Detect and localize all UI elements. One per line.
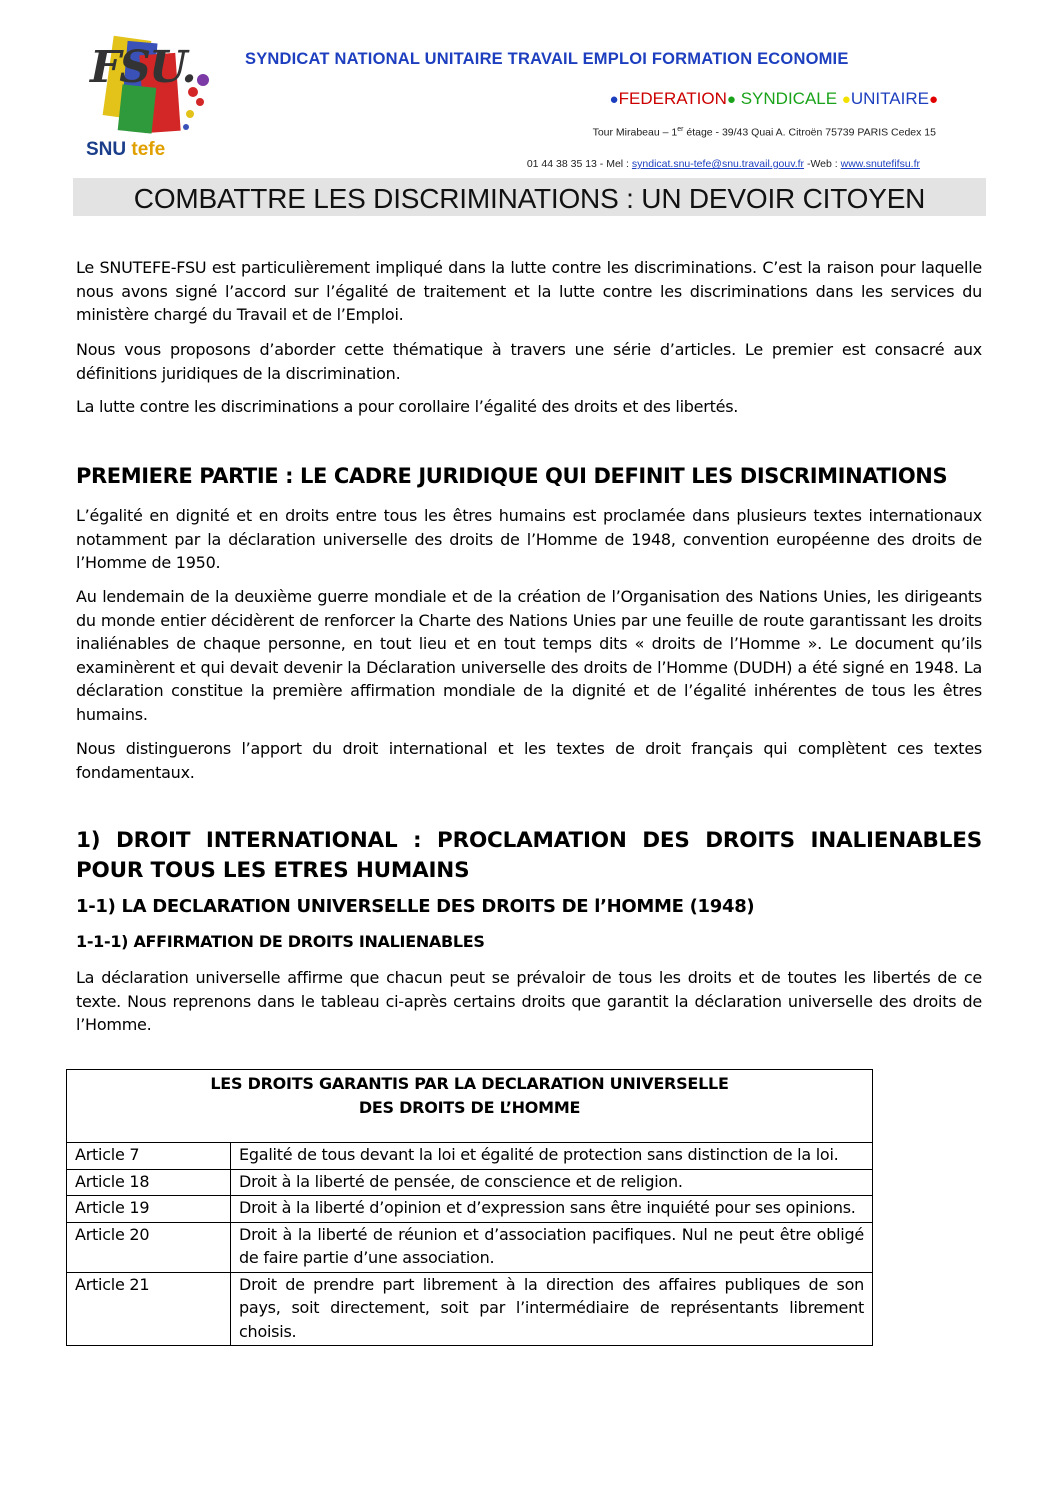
section-1-1-1-heading: 1-1-1) AFFIRMATION DE DROITS INALIENABLES xyxy=(76,932,485,951)
federation-word: FEDERATION xyxy=(618,89,727,108)
section-1-1-heading: 1-1) LA DECLARATION UNIVERSELLE DES DROITS DE l’HOMME (1948) xyxy=(76,896,755,917)
table-header-row xyxy=(67,1070,873,1143)
table-row xyxy=(67,1143,873,1170)
article-cell: Article 20 xyxy=(67,1222,231,1272)
email-link[interactable]: syndicat.snu-tefe@snu.travail.gouv.fr xyxy=(631,158,805,170)
web-label: -Web : xyxy=(804,158,841,170)
intro-paragraph: La lutte contre les discriminations a pour corollaire l’égalité des droits et des libertés. xyxy=(76,397,739,416)
right-cell: Droit à la liberté de pensée, de conscience et de religion. xyxy=(231,1169,873,1196)
green-dot-icon: ● xyxy=(726,91,736,108)
fsu-snutefe-logo xyxy=(80,32,220,167)
article-cell: Article 21 xyxy=(67,1272,231,1346)
logo-fsu-text: FSU. xyxy=(90,42,195,93)
part-paragraph: Au lendemain de la deuxième guerre mondiale et de la création de l’Organisation des Nations Unies, les dirigeants du monde entier décidèrent de renforcer la Charte des Nations Unies par une feuille de route garantissant les droits inaliénables de chaque personne, en tout lieu et en tout temps dits « droits de l’Homme ». Le document qu’ils examinèrent et qui devait devenir la Déclaration universelle des droits de l’Homme (DUDH) a été signé en 1948. La déclaration constitue la première affirmation mondiale de la dignité et de l’égalité inhérentes de tous les êtres humains. xyxy=(76,587,982,724)
table-row xyxy=(67,1169,873,1196)
address-end: étage - 39/43 Quai A. Citroën 75739 PARIS Cedex 15 xyxy=(683,126,936,139)
website-link[interactable]: www.snutefifsu.fr xyxy=(840,158,920,170)
article-cell: Article 19 xyxy=(67,1196,231,1223)
article-cell: Article 7 xyxy=(67,1143,231,1170)
rights-table xyxy=(66,1069,873,1346)
logo-snutefe-text xyxy=(86,139,165,161)
right-cell: Droit à la liberté de réunion et d’association pacifiques. Nul ne peut être obligé de faire partie d’une association. xyxy=(231,1222,873,1272)
part-heading: PREMIERE PARTIE : LE CADRE JURIDIQUE QUI DEFINIT LES DISCRIMINATIONS xyxy=(76,464,948,488)
blue-dot-icon: ● xyxy=(609,91,619,108)
article-cell: Article 18 xyxy=(67,1169,231,1196)
right-cell: Droit de prendre part librement à la direction des affaires publiques de son pays, soit directement, soit par l’intermédiaire de représentants librement choisis. xyxy=(231,1272,873,1346)
phone: 01 44 38 35 13 - Mel : xyxy=(526,158,632,170)
federation-line xyxy=(610,89,938,109)
address-sup: er xyxy=(677,126,684,133)
red-dot-icon: ● xyxy=(928,91,938,108)
table-row xyxy=(67,1272,873,1346)
unitaire-word: UNITAIRE xyxy=(850,89,929,108)
title-banner xyxy=(73,178,986,216)
table-row xyxy=(67,1196,873,1223)
part-paragraph: L’égalité en dignité et en droits entre tous les êtres humains est proclamée dans plusieurs textes internationaux notamment par la déclaration universelle des droits de l’Homme de 1948, convention européenne des droits de l’Homme de 1950. xyxy=(76,506,982,572)
table-header-line-2: DES DROITS DE L’HOMME xyxy=(358,1098,581,1117)
table-row xyxy=(67,1222,873,1272)
table-header-line-1: LES DROITS GARANTIS PAR LA DECLARATION UNIVERSELLE xyxy=(210,1074,729,1093)
logo-tefe-part: tefe xyxy=(131,139,166,160)
address xyxy=(593,126,936,139)
intro-paragraph: Nous vous proposons d’aborder cette thématique à travers une série d’articles. Le premier est consacré aux définitions juridiques de la discrimination. xyxy=(76,340,982,383)
right-cell: Droit à la liberté d’opinion et d’expression sans être inquiété pour ses opinions. xyxy=(231,1196,873,1223)
yellow-dot-icon: ● xyxy=(841,91,851,108)
union-name: SYNDICAT NATIONAL UNITAIRE TRAVAIL EMPLOI FORMATION ECONOMIE xyxy=(245,50,849,68)
section-1-heading: 1) DROIT INTERNATIONAL : PROCLAMATION DES DROITS INALIENABLES POUR TOUS LES ETRES HUMAINS xyxy=(76,828,982,883)
page-title: COMBATTRE LES DISCRIMINATIONS : UN DEVOIR CITOYEN xyxy=(133,183,926,214)
syndicale-word: SYNDICALE xyxy=(735,89,842,108)
table-header xyxy=(67,1070,873,1143)
address-start: Tour Mirabeau – 1 xyxy=(592,126,678,139)
intro-paragraph: Le SNUTEFE-FSU est particulièrement impliqué dans la lutte contre les discriminations. C’est la raison pour laquelle nous avons signé l’accord sur l’égalité de traitement et la lutte contre les discriminations dans les services du ministère chargé du Travail et de l’Emploi. xyxy=(76,258,982,324)
contact-line xyxy=(527,158,920,170)
section-1-1-1-paragraph: La déclaration universelle affirme que chacun peut se prévaloir de tous les droits et de toutes les libertés de ce texte. Nous reprenons dans le tableau ci-après certains droits que garantit la déclaration universelle des droits de l’Homme. xyxy=(76,968,982,1034)
logo-snu-part: SNU xyxy=(86,139,132,160)
right-cell: Egalité de tous devant la loi et égalité de protection sans distinction de la loi. xyxy=(231,1143,873,1170)
part-paragraph: Nous distinguerons l’apport du droit international et les textes de droit français qui complètent ces textes fondamentaux. xyxy=(76,739,982,782)
